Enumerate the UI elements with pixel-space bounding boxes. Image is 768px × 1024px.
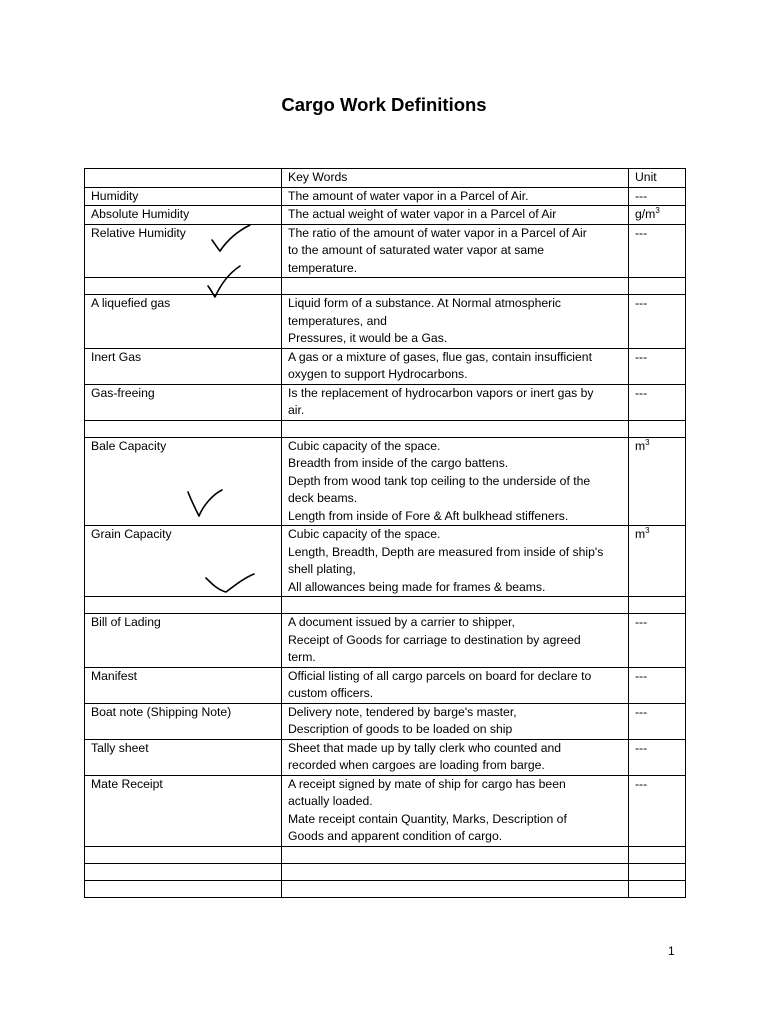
key-words-line: The amount of water vapor in a Parcel of Air. (288, 188, 529, 203)
unit-cell (629, 775, 686, 846)
unit-value: g/m (635, 207, 656, 221)
unit-value: --- (635, 385, 648, 400)
unit-exponent: 3 (645, 437, 650, 447)
table-row (85, 703, 686, 739)
key-words-cell (282, 206, 629, 225)
page-number: 1 (668, 944, 675, 958)
unit-value: --- (635, 349, 648, 364)
unit-value: --- (635, 668, 648, 683)
key-words-line: temperatures, and (288, 313, 387, 328)
key-words-line: Cubic capacity of the space. (288, 438, 441, 453)
term-cell (85, 846, 282, 863)
unit-cell (629, 703, 686, 739)
unit-value: --- (635, 225, 648, 240)
table-row (85, 739, 686, 775)
table-row (85, 880, 686, 897)
unit-cell (629, 206, 686, 225)
key-words-cell (282, 846, 629, 863)
header-unit-cell: Unit (629, 169, 686, 188)
unit-cell (629, 597, 686, 614)
table-row (85, 187, 686, 206)
key-words-line: actually loaded. (288, 794, 373, 808)
key-words-line: shell plating, (288, 562, 356, 576)
key-words-cell (282, 348, 629, 384)
unit-cell (629, 224, 686, 278)
key-words-cell (282, 224, 629, 278)
term-cell: Bill of Lading (85, 614, 282, 668)
term-cell: Relative Humidity (85, 224, 282, 278)
unit-cell (629, 348, 686, 384)
key-words-line: A receipt signed by mate of ship for cargo has been (288, 776, 566, 791)
key-words-cell (282, 880, 629, 897)
key-words-line (288, 847, 623, 863)
term-cell: Bale Capacity (85, 437, 282, 526)
table-row (85, 348, 686, 384)
table-row (85, 846, 686, 863)
key-words-line (288, 278, 623, 294)
key-words-cell (282, 597, 629, 614)
key-words-line: Delivery note, tendered by barge's master, (288, 704, 517, 719)
table-row (85, 206, 686, 225)
table-row (85, 437, 686, 526)
key-words-line: Pressures, it would be a Gas. (288, 331, 448, 345)
unit-value: --- (635, 776, 648, 791)
key-words-line: Sheet that made up by tally clerk who counted and (288, 740, 562, 755)
table-row (85, 526, 686, 597)
key-words-cell (282, 863, 629, 880)
unit-exponent: 3 (645, 525, 650, 535)
header-key-words-cell: Key Words (282, 169, 629, 188)
table-header-row (85, 169, 686, 188)
unit-cell (629, 384, 686, 420)
table-row (85, 224, 686, 278)
key-words-cell (282, 739, 629, 775)
term-cell: Manifest (85, 667, 282, 703)
key-words-line: Depth from wood tank top ceiling to the underside of the (288, 473, 591, 488)
key-words-line: Cubic capacity of the space. (288, 527, 441, 541)
term-cell: Inert Gas (85, 348, 282, 384)
term-cell: Tally sheet (85, 739, 282, 775)
unit-cell (629, 614, 686, 668)
table-row (85, 278, 686, 295)
key-words-line: All allowances being made for frames & beams. (288, 579, 546, 594)
key-words-line: to the amount of saturated water vapor at same (288, 243, 545, 257)
key-words-line: Liquid form of a substance. At Normal atmospheric (288, 296, 561, 310)
unit-value: --- (635, 740, 648, 755)
key-words-line: Length, Breadth, Depth are measured from inside of ship's (288, 544, 604, 559)
unit-value: --- (635, 615, 648, 629)
key-words-cell (282, 384, 629, 420)
key-words-cell (282, 420, 629, 437)
term-cell: Boat note (Shipping Note) (85, 703, 282, 739)
definitions-table (84, 168, 686, 898)
header-term-cell (85, 169, 282, 188)
term-cell: A liquefied gas (85, 295, 282, 349)
unit-cell (629, 187, 686, 206)
table-row (85, 597, 686, 614)
key-words-cell (282, 703, 629, 739)
unit-cell (629, 863, 686, 880)
page-title: Cargo Work Definitions (281, 94, 487, 115)
key-words-cell (282, 526, 629, 597)
key-words-line (288, 881, 623, 897)
table-row (85, 775, 686, 846)
table-row (85, 295, 686, 349)
key-words-line: Goods and apparent condition of cargo. (288, 829, 503, 843)
table-row (85, 384, 686, 420)
unit-value: --- (635, 188, 648, 203)
term-cell: Humidity (85, 187, 282, 206)
table-row (85, 614, 686, 668)
term-cell (85, 880, 282, 897)
unit-exponent: 3 (655, 205, 660, 215)
key-words-line: Mate receipt contain Quantity, Marks, Description of (288, 811, 567, 826)
key-words-line: The ratio of the amount of water vapor in a Parcel of Air (288, 225, 587, 240)
key-words-line: Breadth from inside of the cargo battens. (288, 456, 509, 470)
key-words-line: The actual weight of water vapor in a Parcel of Air (288, 207, 557, 221)
key-words-line: Length from inside of Fore & Aft bulkhead stiffeners. (288, 508, 569, 523)
key-words-line (288, 597, 623, 613)
unit-cell (629, 437, 686, 526)
unit-cell (629, 739, 686, 775)
key-words-line: A document issued by a carrier to shipper, (288, 615, 515, 629)
unit-cell (629, 278, 686, 295)
key-words-cell (282, 187, 629, 206)
unit-cell (629, 880, 686, 897)
unit-value: m (635, 527, 646, 541)
table-row (85, 667, 686, 703)
key-words-line: Receipt of Goods for carriage to destination by agreed (288, 632, 581, 647)
key-words-cell (282, 437, 629, 526)
key-words-line: temperature. (288, 260, 358, 275)
unit-value: --- (635, 704, 648, 719)
term-cell (85, 420, 282, 437)
term-cell (85, 863, 282, 880)
key-words-line: Is the replacement of hydrocarbon vapors or inert gas by (288, 385, 594, 400)
key-words-line: Official listing of all cargo parcels on board for declare to (288, 668, 592, 683)
term-cell: Gas-freeing (85, 384, 282, 420)
key-words-cell (282, 278, 629, 295)
key-words-line: recorded when cargoes are loading from barge. (288, 758, 545, 772)
key-words-line: air. (288, 403, 305, 417)
key-words-line: deck beams. (288, 491, 358, 505)
unit-cell (629, 526, 686, 597)
key-words-cell (282, 775, 629, 846)
key-words-line (288, 864, 623, 880)
key-words-line: oxygen to support Hydrocarbons. (288, 367, 468, 381)
term-cell: Grain Capacity (85, 526, 282, 597)
unit-value: m (635, 438, 646, 453)
key-words-line: custom officers. (288, 686, 374, 700)
unit-cell (629, 667, 686, 703)
table-row (85, 863, 686, 880)
key-words-cell (282, 295, 629, 349)
unit-cell (629, 846, 686, 863)
term-cell: Mate Receipt (85, 775, 282, 846)
key-words-cell (282, 667, 629, 703)
key-words-line (288, 421, 623, 437)
key-words-line: term. (288, 650, 316, 664)
unit-cell (629, 295, 686, 349)
term-cell: Absolute Humidity (85, 206, 282, 225)
term-cell (85, 278, 282, 295)
table-row (85, 420, 686, 437)
term-cell (85, 597, 282, 614)
key-words-cell (282, 614, 629, 668)
key-words-line: A gas or a mixture of gases, flue gas, contain insufficient (288, 349, 592, 364)
key-words-line: Description of goods to be loaded on ship (288, 722, 513, 736)
unit-value: --- (635, 296, 648, 310)
unit-cell (629, 420, 686, 437)
